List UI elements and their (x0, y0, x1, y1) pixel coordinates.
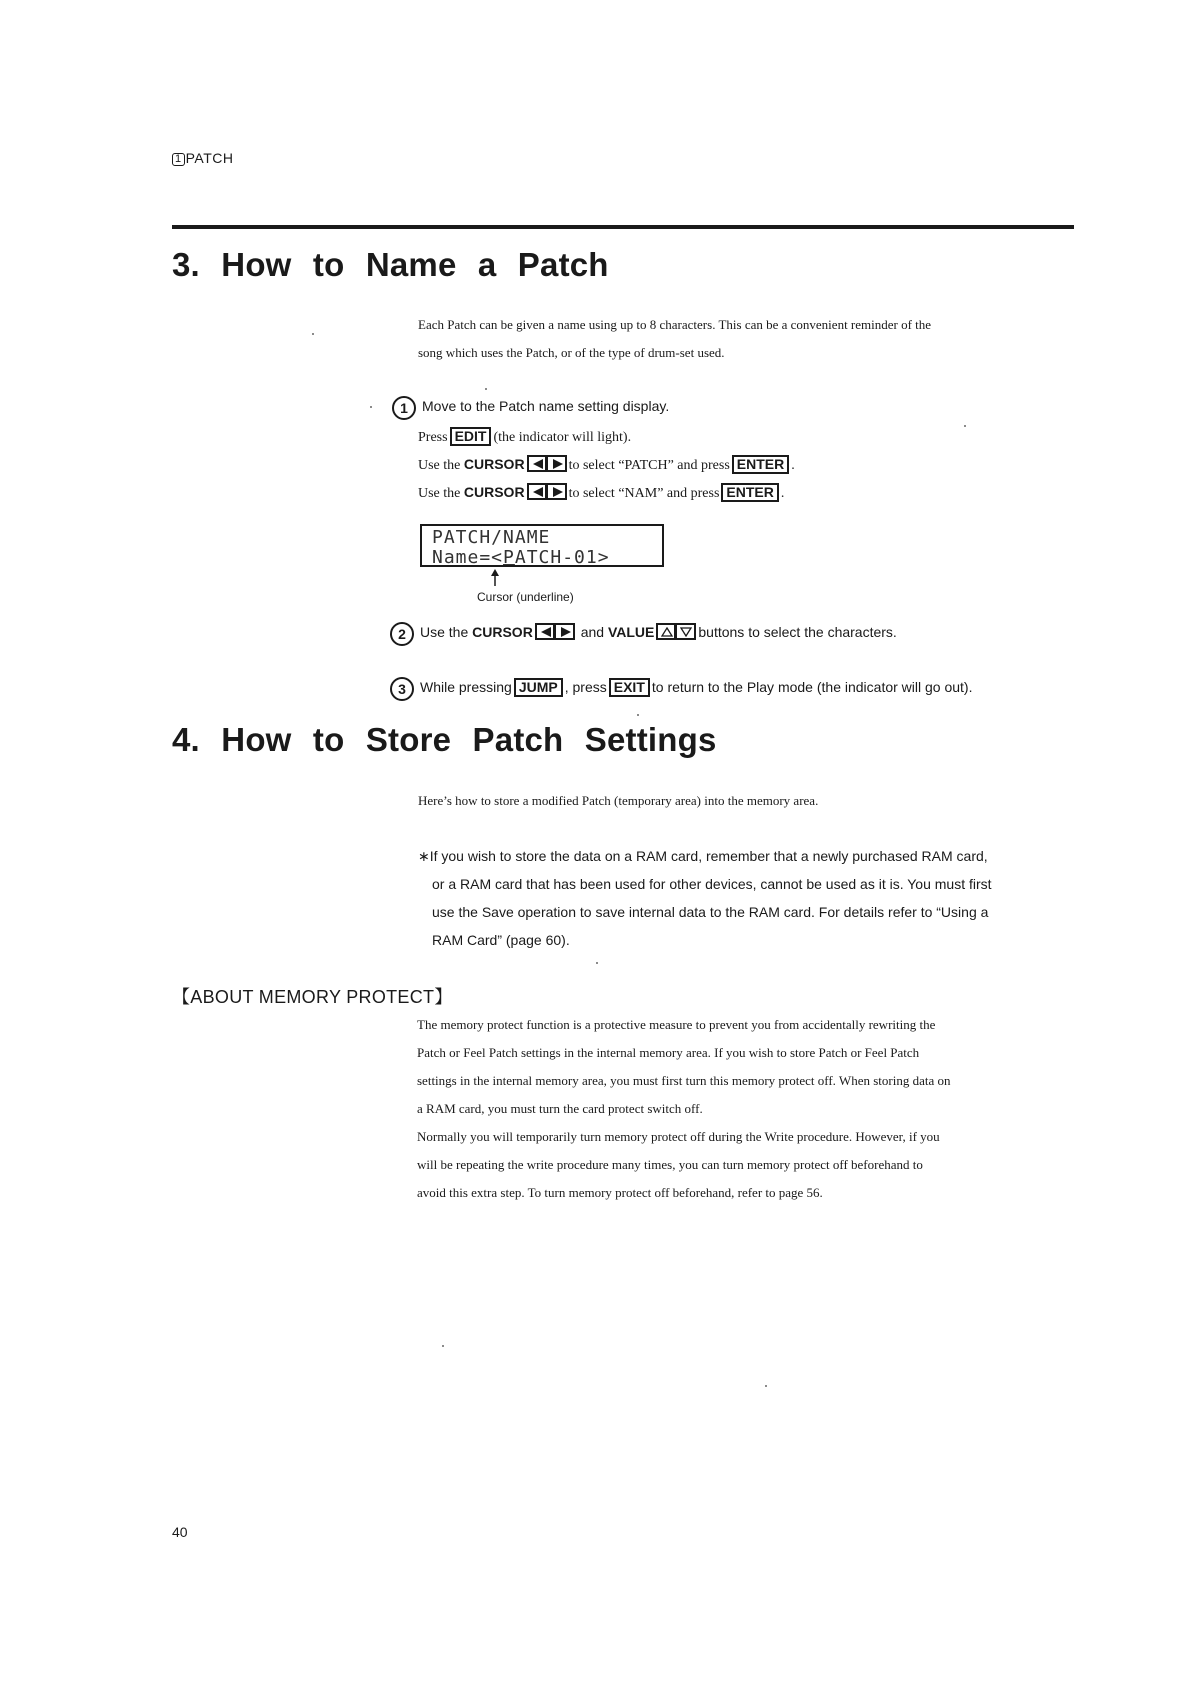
press-label: Press (418, 430, 448, 445)
scan-speck (765, 1385, 767, 1387)
cursor-keys (527, 455, 567, 472)
section-3-title: 3. How to Name a Patch (172, 246, 609, 283)
intro-line: Each Patch can be given a name using up to 8 characters. This can be a convenient reminder of the (418, 317, 932, 332)
page-number: 40 (172, 1524, 188, 1540)
up-triangle-icon (661, 627, 673, 637)
body-line: The memory protect function is a protective measure to prevent you from accidentally rewriting the (417, 1017, 936, 1032)
step-1-cursor-line-2 (418, 483, 784, 502)
cursor-right-key (547, 455, 567, 472)
scan-speck (312, 333, 314, 335)
step-1-cursor-line-1 (418, 455, 795, 474)
left-arrow-icon (532, 459, 544, 469)
lcd-line-2 (432, 548, 652, 568)
section-4-title: 4. How to Store Patch Settings (172, 721, 717, 758)
value-keys (656, 623, 696, 640)
chapter-number-badge: 1 (172, 153, 185, 166)
scan-speck (964, 425, 966, 427)
step-number-1: 1 (392, 396, 416, 420)
cursor-caption: Cursor (underline) (477, 590, 574, 604)
scan-speck (442, 1345, 444, 1347)
scan-speck (370, 406, 372, 408)
section-4-intro: Here’s how to store a modified Patch (temporary area) into the memory area. (418, 793, 819, 808)
use-the-label: Use the (418, 458, 461, 473)
scan-speck (485, 388, 487, 390)
cursor-right-key (547, 483, 567, 500)
scan-speck (637, 714, 639, 716)
enter-key: ENTER (732, 455, 789, 474)
intro-line: song which uses the Patch, or of the type of drum-set used. (418, 345, 725, 360)
note-line: RAM Card” (page 60). (432, 932, 570, 948)
right-arrow-icon (559, 627, 571, 637)
press-suffix: (the indicator will light). (493, 430, 632, 445)
step-3-middle: , press (564, 679, 607, 695)
value-up-key (656, 623, 676, 640)
step-2 (390, 622, 897, 646)
running-header (172, 150, 234, 166)
about-memory-protect-body (417, 1011, 1097, 1207)
step-3 (390, 677, 972, 701)
cursor-pointer-arrow-icon (490, 568, 500, 588)
body-line: a RAM card, you must turn the card protect switch off. (417, 1101, 703, 1116)
select-nam-text: to select “NAM” and press (568, 486, 720, 501)
body-line: Normally you will temporarily turn memory protect off during the Write procedure. However, if you (417, 1129, 940, 1144)
right-arrow-icon (551, 459, 563, 469)
step-number-2: 2 (390, 622, 414, 646)
ram-card-note (418, 842, 1098, 954)
step-1-text: Move to the Patch name setting display. (422, 398, 670, 414)
cursor-word: CURSOR (472, 624, 533, 640)
step-1 (392, 396, 669, 420)
lcd-line-2-prefix: Name=< (432, 547, 504, 568)
right-arrow-icon (551, 487, 563, 497)
enter-key: ENTER (721, 483, 778, 502)
note-line: or a RAM card that has been used for other devices, cannot be used as it is. You must first (432, 876, 992, 892)
period: . (791, 458, 795, 473)
lcd-line-1: PATCH/NAME (432, 527, 551, 548)
use-the-label: Use the (418, 486, 461, 501)
jump-key: JUMP (514, 678, 563, 697)
step-3-suffix: to return to the Play mode (the indicator will go out). (651, 679, 973, 695)
section-3-intro (418, 311, 1078, 367)
cursor-word: CURSOR (463, 456, 525, 472)
value-down-key (676, 623, 696, 640)
note-line: use the Save operation to save internal data to the RAM card. For details refer to “Using a (432, 904, 989, 920)
cursor-left-key (527, 455, 547, 472)
note-line: ∗If you wish to store the data on a RAM card, remember that a newly purchased RAM card, (418, 848, 988, 864)
value-word: VALUE (607, 624, 655, 640)
edit-key: EDIT (450, 427, 492, 446)
cursor-word: CURSOR (463, 484, 525, 500)
left-arrow-icon (532, 487, 544, 497)
body-line: will be repeating the write procedure many times, you can turn memory protect off beforehand to (417, 1157, 923, 1172)
left-arrow-icon (540, 627, 552, 637)
lcd-line-2-rest: ATCH-01> (514, 547, 610, 568)
down-triangle-icon (680, 627, 692, 637)
step-2-prefix: Use the (420, 624, 469, 640)
select-patch-text: to select “PATCH” and press (568, 458, 730, 473)
about-memory-protect-heading: 【ABOUT MEMORY PROTECT】 (172, 987, 453, 1007)
body-line: Patch or Feel Patch settings in the internal memory area. If you wish to store Patch or Feel Patch (417, 1045, 920, 1060)
chapter-label: PATCH (185, 150, 234, 166)
cursor-right-key (555, 623, 575, 640)
body-line: settings in the internal memory area, you must first turn this memory protect off. When storing data on (417, 1073, 951, 1088)
cursor-left-key (527, 483, 547, 500)
step-3-prefix: While pressing (420, 679, 512, 695)
step-1-press-line (418, 427, 631, 446)
body-line: avoid this extra step. To turn memory protect off beforehand, refer to page 56. (417, 1185, 823, 1200)
and-word: and (580, 624, 605, 640)
cursor-keys (535, 623, 575, 640)
scan-speck (596, 962, 598, 964)
lcd-display (420, 524, 664, 567)
lcd-cursor-char: P (503, 547, 515, 568)
step-2-suffix: buttons to select the characters. (698, 624, 897, 640)
period: . (780, 486, 785, 501)
cursor-keys (527, 483, 567, 500)
exit-key: EXIT (609, 678, 650, 697)
header-rule (172, 225, 1074, 229)
step-number-3: 3 (390, 677, 414, 701)
cursor-left-key (535, 623, 555, 640)
